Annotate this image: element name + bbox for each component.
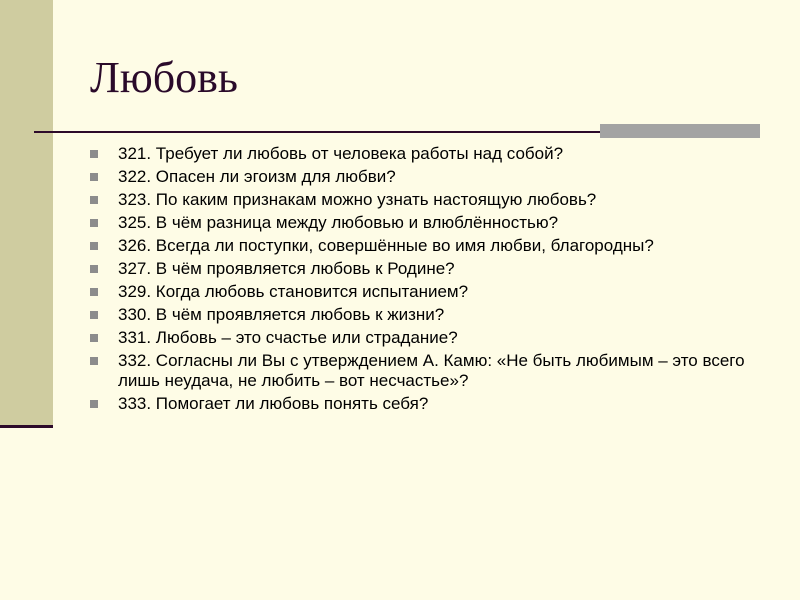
title-divider-accent-bar — [600, 124, 760, 138]
bullet-item — [90, 394, 770, 414]
bullet-item — [90, 236, 770, 256]
bullet-text: 332. Согласны ли Вы с утверждением А. Камю: «Не быть любимым – это всего лишь неудача, не любить – вот несчастье»? — [118, 351, 745, 390]
slide-title: Любовь — [90, 53, 238, 102]
square-bullet-icon — [90, 334, 98, 342]
square-bullet-icon — [90, 311, 98, 319]
bullet-text: 329. Когда любовь становится испытанием? — [118, 282, 469, 301]
square-bullet-icon — [90, 265, 98, 273]
bullet-list — [90, 144, 770, 417]
square-bullet-icon — [90, 196, 98, 204]
bullet-text: 331. Любовь – это счастье или страдание? — [118, 328, 458, 347]
bullet-text: 322. Опасен ли эгоизм для любви? — [118, 167, 396, 186]
bullet-item — [90, 259, 770, 279]
bullet-item — [90, 144, 770, 164]
bullet-text: 321. Требует ли любовь от человека работы над собой? — [118, 144, 564, 163]
bullet-item — [90, 167, 770, 187]
square-bullet-icon — [90, 357, 98, 365]
bullet-item — [90, 213, 770, 233]
bullet-item — [90, 190, 770, 210]
bullet-text: 326. Всегда ли поступки, совершённые во имя любви, благородны? — [118, 236, 654, 255]
bullet-text: 323. По каким признакам можно узнать настоящую любовь? — [118, 190, 597, 209]
bullet-text: 327. В чём проявляется любовь к Родине? — [118, 259, 455, 278]
side-band-bottom-edge — [0, 425, 53, 428]
square-bullet-icon — [90, 242, 98, 250]
square-bullet-icon — [90, 400, 98, 408]
square-bullet-icon — [90, 173, 98, 181]
square-bullet-icon — [90, 150, 98, 158]
square-bullet-icon — [90, 288, 98, 296]
bullet-text: 325. В чём разница между любовью и влюблённостью? — [118, 213, 559, 232]
bullet-item — [90, 328, 770, 348]
side-decoration-band — [0, 0, 53, 425]
bullet-item — [90, 305, 770, 325]
bullet-text: 333. Помогает ли любовь понять себя? — [118, 394, 429, 413]
bullet-item — [90, 282, 770, 302]
bullet-text: 330. В чём проявляется любовь к жизни? — [118, 305, 445, 324]
square-bullet-icon — [90, 219, 98, 227]
bullet-item — [90, 351, 770, 391]
